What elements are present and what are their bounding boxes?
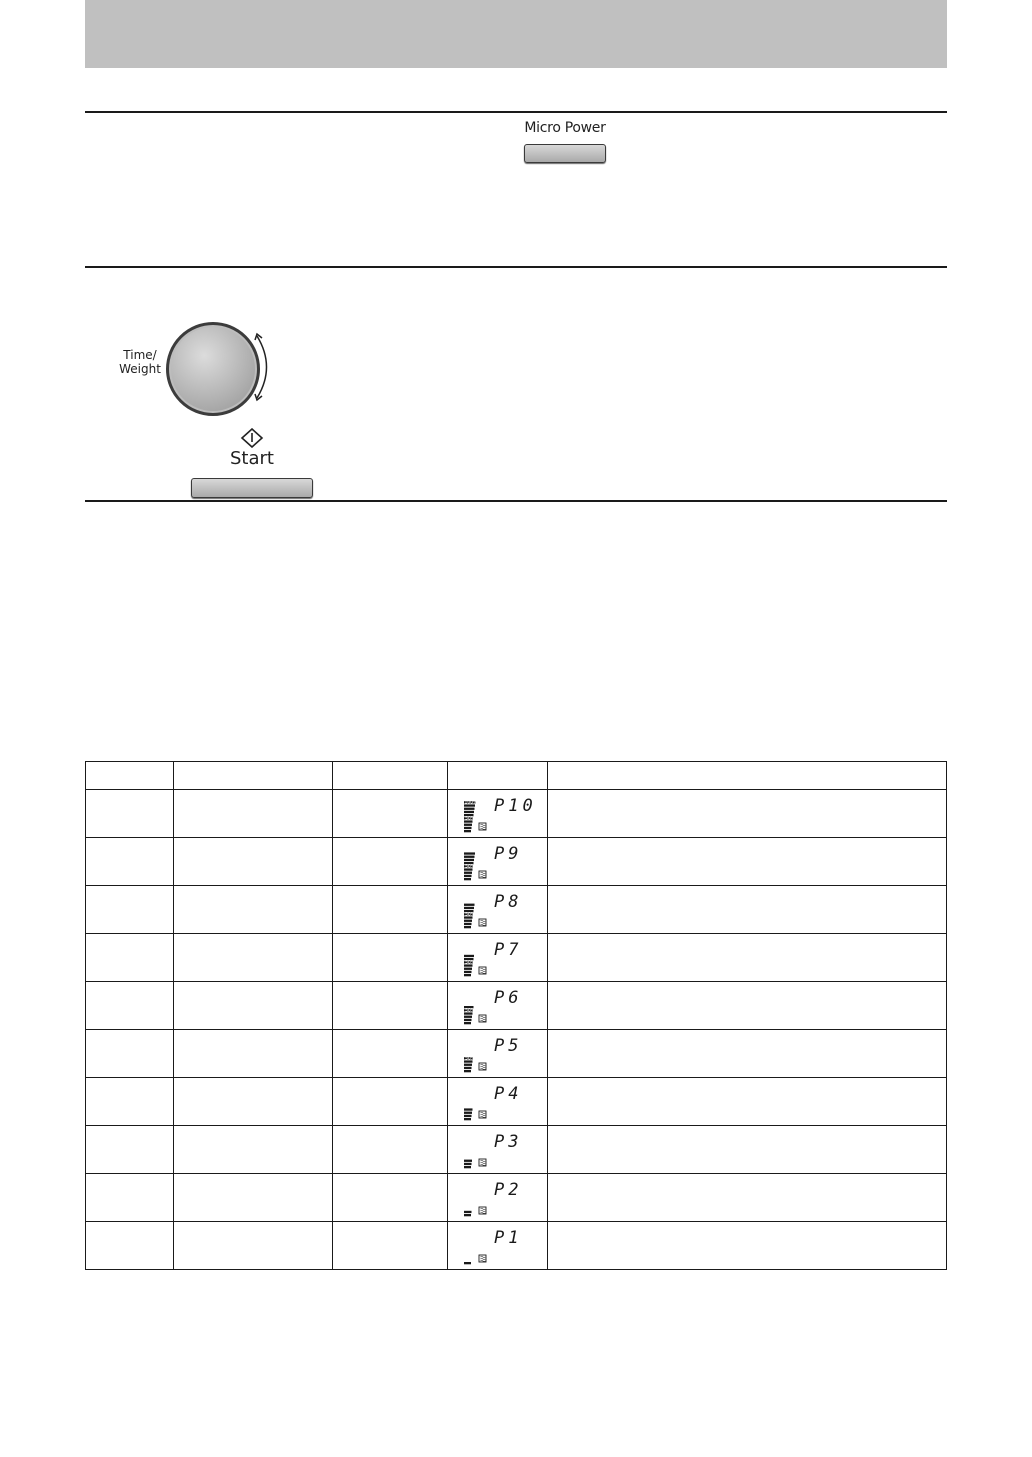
start-icon xyxy=(240,428,264,448)
power-bar-segment xyxy=(464,1015,472,1017)
power-level-table xyxy=(85,761,947,1270)
table-cell xyxy=(548,886,947,934)
table-cell xyxy=(333,1126,448,1174)
table-cell xyxy=(548,1174,947,1222)
power-bar-segment xyxy=(464,1159,472,1161)
table-cell xyxy=(174,934,333,982)
section-divider xyxy=(85,111,947,113)
table-row xyxy=(86,982,947,1030)
table-cell xyxy=(548,1030,947,1078)
table-cell xyxy=(333,886,448,934)
power-level-code: P8 xyxy=(494,891,523,912)
power-bar-segment xyxy=(464,1022,471,1024)
table-cell xyxy=(86,838,174,886)
table-cell xyxy=(174,886,333,934)
time-weight-dial[interactable] xyxy=(166,322,260,416)
power-level-lcd-icon xyxy=(460,1226,540,1266)
table-cell xyxy=(86,934,174,982)
half-power-marker: 50% xyxy=(465,912,476,917)
table-row xyxy=(86,1222,947,1270)
table-row xyxy=(86,1078,947,1126)
table-header-cell xyxy=(448,762,548,790)
power-level-lcd-icon xyxy=(460,986,540,1026)
power-bar-segment xyxy=(464,919,472,921)
table-cell xyxy=(333,982,448,1030)
power-bar-segment xyxy=(464,1063,472,1065)
power-level-code: P4 xyxy=(494,1083,523,1104)
lcd-display-cell xyxy=(448,1222,548,1270)
lcd-display-cell xyxy=(448,838,548,886)
power-level-code: P7 xyxy=(494,939,523,960)
table-cell xyxy=(86,1030,174,1078)
table-cell xyxy=(548,1078,947,1126)
table-cell xyxy=(86,982,174,1030)
table-cell xyxy=(333,934,448,982)
power-bar-segment xyxy=(464,871,472,873)
power-bar-segment xyxy=(464,1111,472,1113)
table-header-row xyxy=(86,762,947,790)
table-cell xyxy=(333,1030,448,1078)
power-bar-segment xyxy=(464,826,472,828)
half-power-marker: 50% xyxy=(465,1056,476,1061)
table-cell xyxy=(333,790,448,838)
lcd-display-cell xyxy=(448,886,548,934)
table-cell xyxy=(86,790,174,838)
table-cell xyxy=(174,1174,333,1222)
table-row xyxy=(86,1174,947,1222)
table-header-cell xyxy=(548,762,947,790)
table-body xyxy=(86,790,947,1270)
power-level-code: P2 xyxy=(494,1179,523,1200)
power-bar-segment xyxy=(464,1066,472,1068)
table-header-cell xyxy=(174,762,333,790)
table-cell xyxy=(548,838,947,886)
half-power-marker: 50% xyxy=(465,816,476,821)
power-level-lcd-icon xyxy=(460,1130,540,1170)
table-header-cell xyxy=(86,762,174,790)
lcd-display-cell xyxy=(448,1126,548,1174)
table-cell xyxy=(86,1222,174,1270)
table-cell xyxy=(333,1222,448,1270)
table-header-cell xyxy=(333,762,448,790)
power-level-code: P9 xyxy=(494,843,523,864)
table-cell xyxy=(86,1126,174,1174)
power-bar-segment xyxy=(464,830,471,832)
power-bar-segment xyxy=(464,874,472,876)
lcd-display-cell xyxy=(448,1174,548,1222)
power-level-code: P10 xyxy=(494,795,537,816)
power-level-code: P1 xyxy=(494,1227,523,1248)
power-bar-segment xyxy=(464,858,474,860)
table-cell xyxy=(86,1078,174,1126)
power-bar-segment xyxy=(464,1114,472,1116)
dial-label-line2: Weight xyxy=(119,362,161,376)
power-bar-segment xyxy=(464,810,474,812)
header-band xyxy=(85,0,947,68)
power-bar-segment xyxy=(464,970,472,972)
table-cell xyxy=(174,982,333,1030)
table-cell xyxy=(174,838,333,886)
table-cell xyxy=(174,1078,333,1126)
power-bar-segment xyxy=(464,823,472,825)
power-bar-segment xyxy=(464,1166,471,1168)
lcd-display-cell xyxy=(448,1030,548,1078)
power-level-lcd-icon xyxy=(460,1082,540,1122)
table-row xyxy=(86,838,947,886)
time-weight-label xyxy=(110,348,170,376)
table-cell xyxy=(174,1126,333,1174)
table-row xyxy=(86,934,947,982)
rotate-arrow-icon xyxy=(254,330,274,404)
table-row xyxy=(86,886,947,934)
power-level-lcd-icon xyxy=(460,1178,540,1218)
section-divider xyxy=(85,500,947,502)
power-bar-segment xyxy=(464,807,475,809)
lcd-display-cell xyxy=(448,1078,548,1126)
table-cell xyxy=(548,982,947,1030)
table-cell xyxy=(548,1126,947,1174)
power-level-code: P5 xyxy=(494,1035,523,1056)
lcd-display-cell xyxy=(448,934,548,982)
table-cell xyxy=(548,934,947,982)
start-button[interactable] xyxy=(191,478,313,498)
power-bar-segment xyxy=(464,967,472,969)
micro-power-label: Micro Power xyxy=(524,120,606,136)
power-level-lcd-icon xyxy=(460,842,540,882)
lcd-display-cell xyxy=(448,982,548,1030)
table-cell xyxy=(174,790,333,838)
power-bar-segment xyxy=(464,954,474,956)
table-cell xyxy=(86,1174,174,1222)
power-level-lcd-icon xyxy=(460,1034,540,1074)
power-bar-segment xyxy=(464,974,471,976)
power-level-lcd-icon xyxy=(460,794,540,834)
power-bar-segment xyxy=(464,852,475,854)
start-label: Start xyxy=(230,448,274,469)
power-bar-segment xyxy=(464,906,474,908)
table-row xyxy=(86,1126,947,1174)
power-bar-segment xyxy=(464,1018,472,1020)
table-row xyxy=(86,1030,947,1078)
table-cell xyxy=(333,1078,448,1126)
micro-power-button[interactable] xyxy=(524,144,606,163)
power-level-lcd-icon xyxy=(460,890,540,930)
power-bar-segment xyxy=(464,1162,472,1164)
table-cell xyxy=(548,1222,947,1270)
power-bar-segment xyxy=(464,1070,471,1072)
section-divider xyxy=(85,266,947,268)
power-level-code: P6 xyxy=(494,987,523,1008)
power-bar-segment xyxy=(464,878,471,880)
power-bar-segment xyxy=(464,926,471,928)
table-cell xyxy=(86,886,174,934)
power-bar-segment xyxy=(464,1108,473,1110)
power-bar-segment xyxy=(464,1118,471,1120)
table-cell xyxy=(174,1030,333,1078)
power-bar-segment xyxy=(464,922,472,924)
half-power-marker: 50% xyxy=(465,1008,476,1013)
power-bar-segment xyxy=(464,1262,471,1264)
dial-label-line1: Time/ xyxy=(123,348,157,362)
table-cell xyxy=(548,790,947,838)
power-bar-segment xyxy=(464,855,475,857)
half-power-marker: 50% xyxy=(465,960,476,965)
table-cell xyxy=(333,838,448,886)
half-power-marker: 50% xyxy=(465,864,476,869)
table-cell xyxy=(333,1174,448,1222)
power-bar-segment xyxy=(464,1214,471,1216)
power-bar-segment xyxy=(464,1210,472,1212)
power-bar-segment xyxy=(464,903,475,905)
lcd-display-cell xyxy=(448,790,548,838)
table-row xyxy=(86,790,947,838)
full-power-marker: 100% xyxy=(464,800,478,805)
power-level-lcd-icon xyxy=(460,938,540,978)
power-level-code: P3 xyxy=(494,1131,523,1152)
table-cell xyxy=(174,1222,333,1270)
